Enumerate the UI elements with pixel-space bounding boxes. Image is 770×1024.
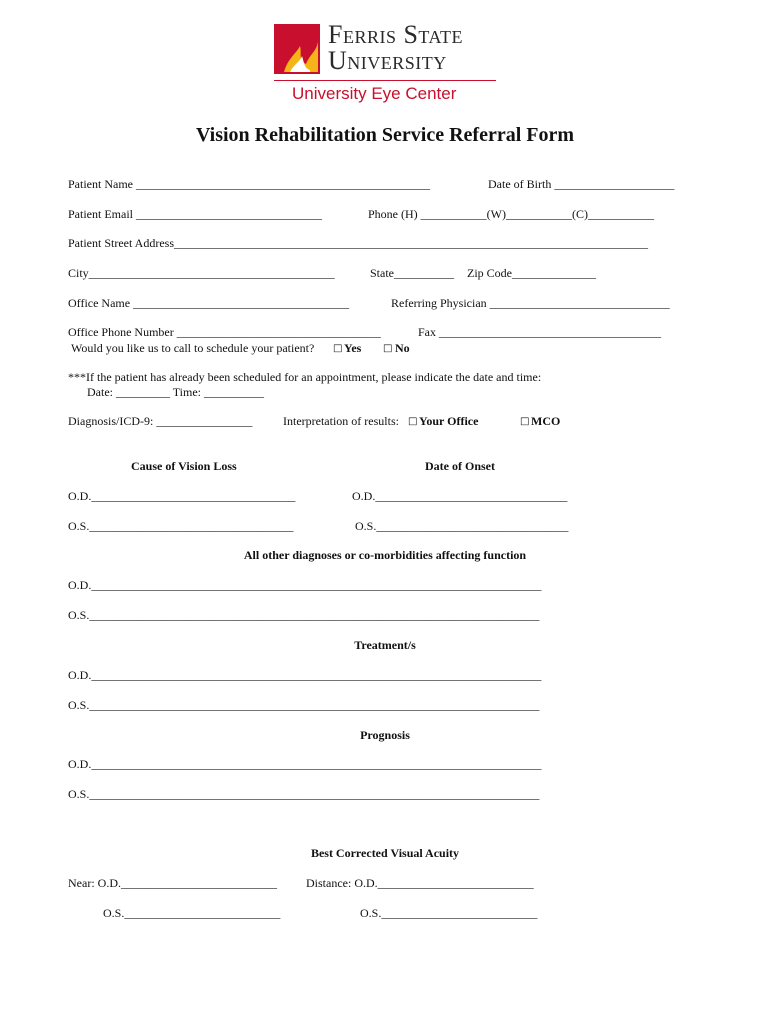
cause-os-field[interactable]: O.S.__________________________________	[68, 519, 294, 533]
diagnosis-icd9-field[interactable]: Diagnosis/ICD-9: ________________	[68, 414, 253, 428]
your-office-checkbox[interactable]: □	[408, 416, 418, 427]
no-checkbox[interactable]: □	[383, 343, 393, 354]
ferris-state-logo	[274, 22, 504, 106]
no-label: No	[395, 341, 410, 355]
distance-od-field[interactable]: Distance: O.D.__________________________	[306, 876, 534, 890]
logo-line-1: Ferris State	[328, 20, 463, 49]
street-address-field[interactable]: Patient Street Address_______________________________________________________________________________	[68, 236, 648, 250]
other-os-field[interactable]: O.S.___________________________________________________________________________	[68, 608, 540, 622]
prognosis-od-field[interactable]: O.D.___________________________________________________________________________	[68, 757, 542, 771]
logo-line-2: University	[328, 46, 447, 75]
city-field[interactable]: City_________________________________________	[68, 266, 335, 280]
distance-os-field[interactable]: O.S.__________________________	[360, 906, 538, 920]
office-phone-field[interactable]: Office Phone Number __________________________________	[68, 325, 381, 339]
prognosis-header: Prognosis	[360, 728, 410, 742]
patient-name-field[interactable]: Patient Name _________________________________________________	[68, 177, 430, 191]
mco-label: MCO	[531, 414, 561, 428]
mco-checkbox[interactable]: □	[520, 416, 530, 427]
treatment-os-field[interactable]: O.S.___________________________________________________________________________	[68, 698, 540, 712]
treatment-header: Treatment/s	[354, 638, 416, 652]
yes-label: Yes	[344, 341, 362, 355]
appointment-date-time-field[interactable]: Date: _________ Time: __________	[87, 385, 265, 399]
cause-od-field[interactable]: O.D.__________________________________	[68, 489, 296, 503]
referring-physician-field[interactable]: Referring Physician ______________________________	[391, 296, 670, 310]
onset-os-field[interactable]: O.S.________________________________	[355, 519, 569, 533]
office-name-field[interactable]: Office Name ____________________________________	[68, 296, 350, 310]
near-os-field[interactable]: O.S.__________________________	[103, 906, 281, 920]
prognosis-os-field[interactable]: O.S.___________________________________________________________________________	[68, 787, 540, 801]
patient-email-field[interactable]: Patient Email _______________________________	[68, 207, 322, 221]
bcva-header: Best Corrected Visual Acuity	[310, 846, 460, 860]
other-od-field[interactable]: O.D.___________________________________________________________________________	[68, 578, 542, 592]
cause-of-vision-loss-header: Cause of Vision Loss	[131, 459, 237, 473]
schedule-question: Would you like us to call to schedule your patient?	[71, 341, 315, 355]
interpretation-label: Interpretation of results:	[283, 414, 399, 428]
logo-divider	[274, 80, 496, 81]
phone-field[interactable]: Phone (H) ___________(W)___________(C)___________	[368, 207, 654, 221]
zip-code-field[interactable]: Zip Code______________	[467, 266, 596, 280]
other-diagnoses-header: All other diagnoses or co-morbidities affecting function	[243, 548, 527, 562]
fax-field[interactable]: Fax _____________________________________	[418, 325, 661, 339]
date-of-birth-field[interactable]: Date of Birth ____________________	[488, 177, 675, 191]
onset-od-field[interactable]: O.D.________________________________	[352, 489, 568, 503]
yes-checkbox[interactable]: □	[333, 343, 343, 354]
ferris-flame-icon	[274, 24, 320, 74]
logo-subtitle: University Eye Center	[292, 84, 457, 103]
near-od-field[interactable]: Near: O.D.__________________________	[68, 876, 277, 890]
state-field[interactable]: State__________	[370, 266, 454, 280]
date-of-onset-header: Date of Onset	[425, 459, 495, 473]
your-office-label: Your Office	[419, 414, 479, 428]
scheduled-note: ***If the patient has already been scheduled for an appointment, please indicate the date and time:	[68, 370, 542, 384]
form-title: Vision Rehabilitation Service Referral Form	[195, 124, 575, 146]
treatment-od-field[interactable]: O.D.___________________________________________________________________________	[68, 668, 542, 682]
